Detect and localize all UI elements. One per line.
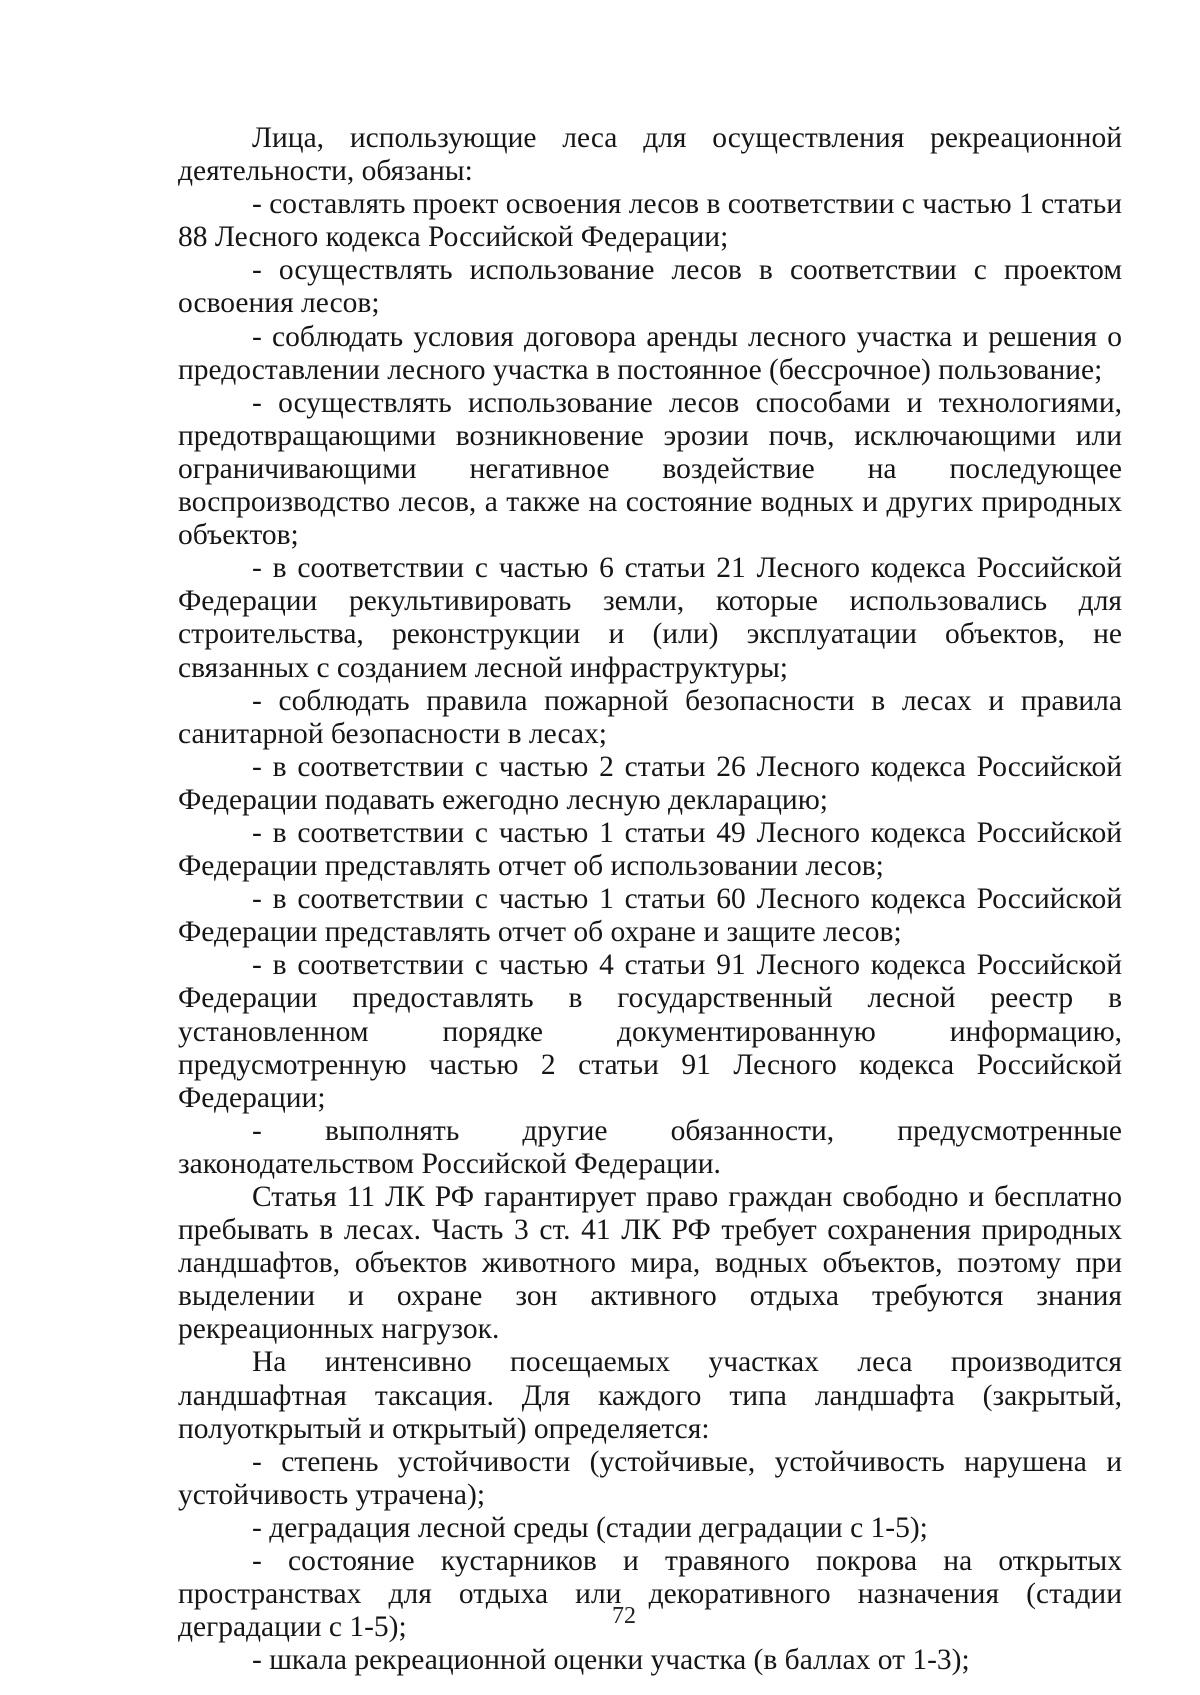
list-item: - в соответствии с частью 2 статьи 26 Лесного кодекса Российской Федерации подавать ежегодно лесную декларацию; [178,750,1122,816]
list-item: - шкала рекреационной оценки участка (в баллах от 1-3); [252,1644,970,1677]
list-item: - деградация лесной среды (стадии деградации с 1-5); [252,1511,928,1544]
list-item: - состояние кустарников и травяного покрова на открытых пространствах для отдыха или декоративного назначения (стадии деградации с 1-5); [178,1545,1122,1644]
paragraph: Статья 11 ЛК РФ гарантирует право граждан свободно и бесплатно пребывать в лесах. Часть 3 ст. 41 ЛК РФ требует сохранения природных ландшафтов, объектов животного мира, водных объектов, поэтому при выделении и охране зон активного отдыха требуются знания рекреационных нагрузок. [178,1181,1122,1346]
paragraph: На интенсивно посещаемых участках леса производится ландшафтная таксация. Для каждого типа ландшафта (закрытый, полуоткрытый и открытый) определяется: [178,1346,1122,1445]
list-item: - в соответствии с частью 6 статьи 21 Лесного кодекса Российской Федерации рекультивировать земли, которые использовались для строительства, реконструкции и (или) эксплуатации объектов, не связанных с созданием лесной инфраструктуры; [178,552,1122,684]
list-item: - осуществлять использование лесов способами и технологиями, предотвращающими возникновение эрозии почв, исключающими или ограничивающими негативное воздействие на последующее воспроизводство лесов, а также на состояние водных и других природных объектов; [178,386,1122,552]
list-item: - степень устойчивости (устойчивые, устойчивость нарушена и устойчивость утрачена); [178,1445,1122,1511]
list-item: - соблюдать правила пожарной безопасности в лесах и правила санитарной безопасности в лесах; [178,684,1122,750]
list-item: - в соответствии с частью 4 статьи 91 Лесного кодекса Российской Федерации предоставлять в государственный лесной реестр в установленном порядке документированную информацию, предусмотренную частью 2 статьи 91 Лесного кодекса Российской Федерации; [178,949,1122,1114]
list-item: - выполнять другие обязанности, предусмотренные законодательством Российской Федерации. [178,1114,1122,1180]
list-item: - в соответствии с частью 1 статьи 49 Лесного кодекса Российской Федерации представлять отчет об использовании лесов; [178,816,1122,883]
list-item: - соблюдать условия договора аренды лесного участка и решения о предоставлении лесного участка в постоянное (бессрочное) пользование; [178,320,1122,386]
list-item: - осуществлять использование лесов в соответствии с проектом освоения лесов; [178,254,1122,320]
paragraph: Лица, использующие леса для осуществления рекреационной деятельности, обязаны: [178,122,1122,188]
document-body [178,122,1122,1677]
list-item: - составлять проект освоения лесов в соответствии с частью 1 статьи 88 Лесного кодекса Российской Федерации; [178,188,1122,254]
list-item: - в соответствии с частью 1 статьи 60 Лесного кодекса Российской Федерации представлять отчет об охране и защите лесов; [178,883,1122,949]
page-number: 72 [612,1603,636,1629]
